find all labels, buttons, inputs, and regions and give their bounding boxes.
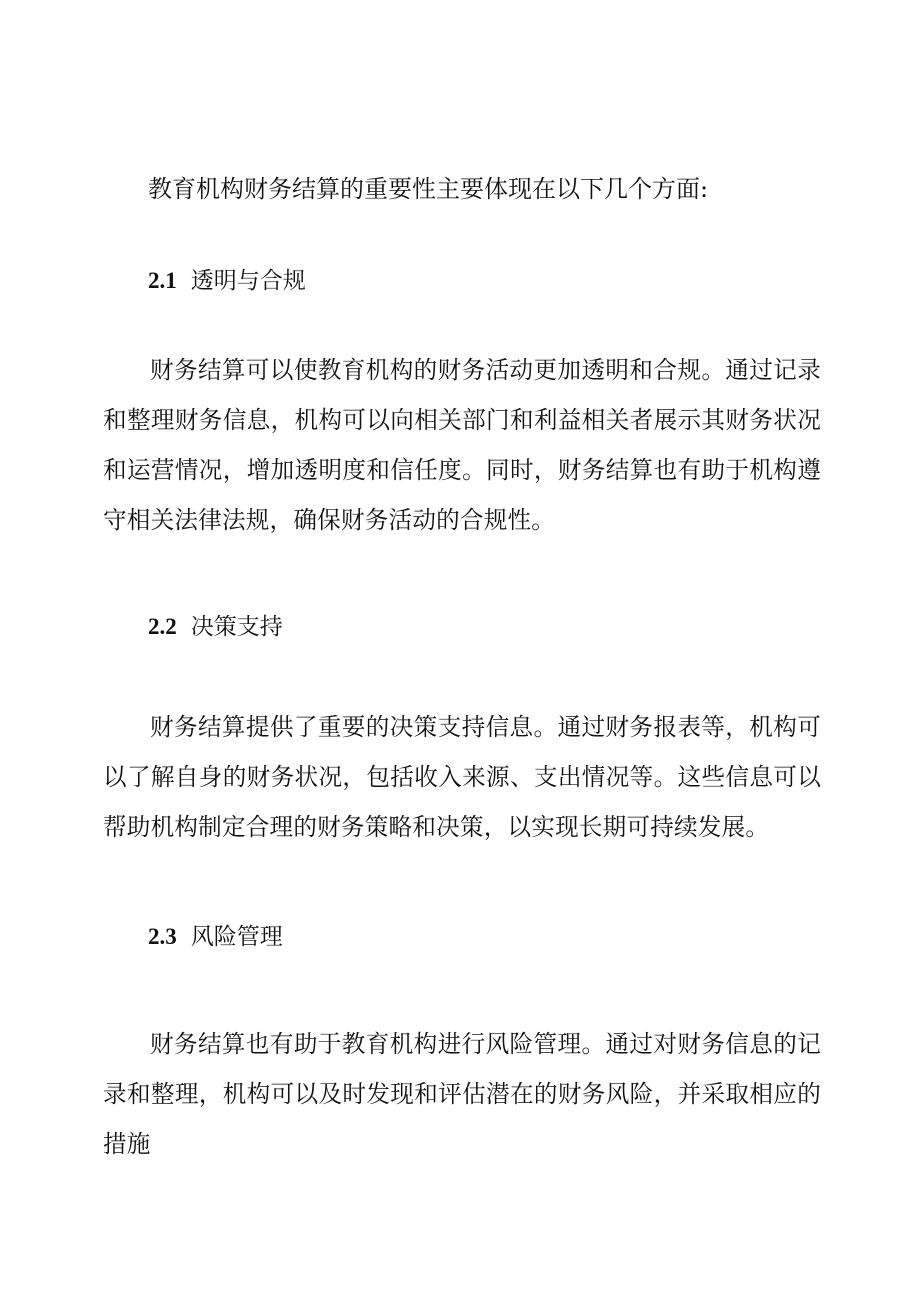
section-heading-2-3 [148,919,283,955]
section-number: 2.1 [148,268,177,293]
section-body-2-1: 财务结算可以使教育机构的财务活动更加透明和合规。通过记录和整理财务信息，机构可以向相关部门和利益相关者展示其财务状况和运营情况，增加透明度和信任度。同时，财务结算也有助于机构遵守相关法律法规，确保财务活动的合规性。 [103,356,821,534]
section-title: 决策支持 [190,614,283,640]
intro-paragraph: 教育机构财务结算的重要性主要体现在以下几个方面: [148,175,709,203]
section-title: 透明与合规 [190,268,306,294]
section-body-2-2: 财务结算提供了重要的决策支持信息。通过财务报表等，机构可以了解自身的财务状况，包括收入来源、支出情况等。这些信息可以帮助机构制定合理的财务策略和决策，以实现长期可持续发展。 [103,713,821,841]
section-title: 风险管理 [190,924,283,950]
section-heading-2-2 [148,609,283,645]
section-body-2-3: 财务结算也有助于教育机构进行风险管理。通过对财务信息的记录和整理，机构可以及时发现和评估潜在的财务风险，并采取相应的措施 [103,1030,821,1158]
section-number: 2.3 [148,924,177,949]
section-heading-2-1 [148,263,306,299]
section-number: 2.2 [148,614,177,639]
